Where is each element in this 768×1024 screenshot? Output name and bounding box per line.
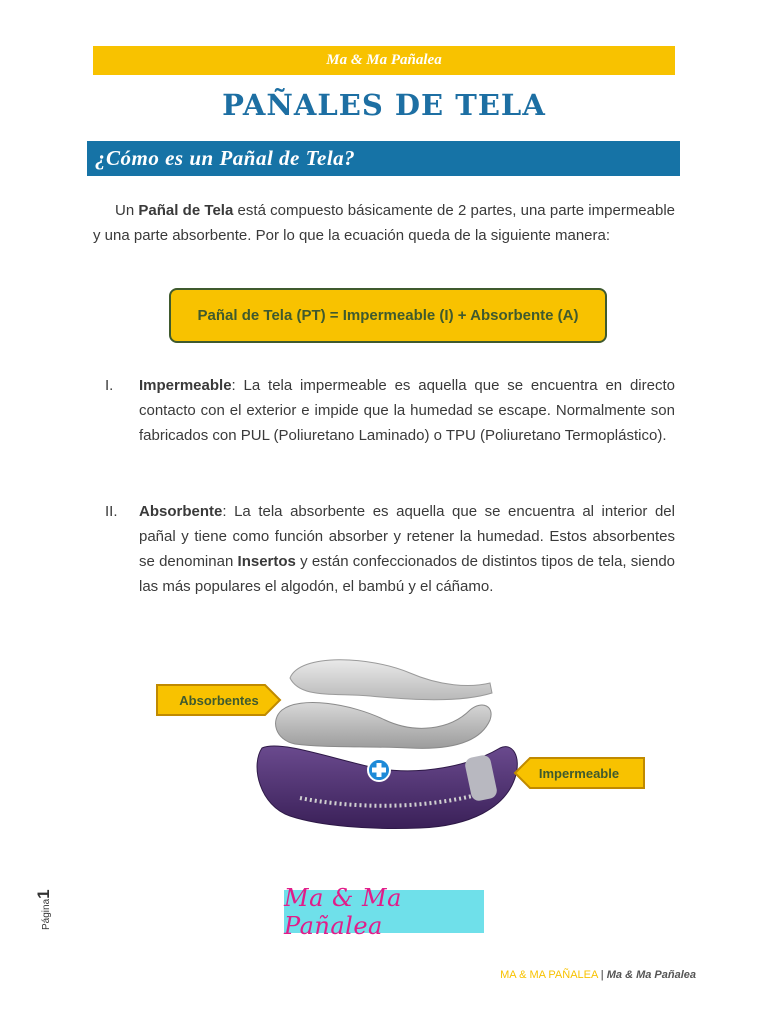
page-number-label	[34, 889, 53, 930]
list-item-bold-inline: Insertos	[237, 553, 296, 570]
footer-separator: |	[597, 969, 607, 981]
list-item-text: : La tela impermeable es aquella que se encuentra en directo contacto con el exterior e impide que la humedad se escape. Normalmente son fabricados con PUL (Poliuretano Laminado) o TPU (Poliuretano Termoplástico).	[139, 377, 675, 444]
section-heading: ¿Cómo es un Pañal de Tela?	[87, 141, 680, 176]
header-bar	[93, 46, 675, 75]
callout-absorbentes-label: Absorbentes	[179, 692, 259, 708]
equation-box	[169, 288, 607, 343]
callout-absorbentes	[155, 683, 283, 717]
list-item-text: : La tela absorbente es aquella que se encuentra al interior del pañal y tiene como función absorber y retener la humedad. Estos absorbentes se denominan	[139, 503, 675, 570]
footer-tagline: Ma & Ma Pañalea	[606, 969, 696, 981]
insert-middle	[276, 703, 492, 749]
intro-lead: Un	[115, 202, 139, 219]
page-number: 1	[34, 889, 53, 899]
list-item-term: Absorbente	[139, 503, 223, 520]
equation-text: Pañal de Tela (PT) = Impermeable (I) + Absorbente (A)	[197, 307, 579, 324]
list-item-absorbente	[93, 499, 675, 599]
intro-rest: está compuesto básicamente de 2 partes, una parte impermeable y una parte absorbente. Por lo que la ecuación queda de la siguiente manera:	[93, 202, 676, 244]
list-item-number: I.	[105, 377, 114, 394]
diaper-shell	[257, 746, 517, 828]
document-title: PAÑALES DE TELA	[222, 88, 546, 122]
list-item-term: Impermeable	[139, 377, 232, 394]
page-footer	[500, 969, 696, 981]
header-bar-text: Ma & Ma Pañalea	[326, 52, 442, 68]
footer-brand: MA & MA PAÑALEA	[500, 969, 598, 981]
callout-impermeable	[512, 756, 646, 790]
list-item-text-end: y están confeccionados de distintos tipos de tela, siendo las más populares el algodón, el bambú y el cáñamo.	[139, 553, 676, 595]
callout-impermeable-label: Impermeable	[538, 765, 620, 781]
list-item-number: II.	[105, 503, 118, 520]
diaper-illustration	[150, 648, 650, 838]
page-label-word: Página	[41, 898, 52, 930]
list-item-body	[139, 499, 675, 599]
list-item-body	[139, 373, 675, 448]
plus-icon	[368, 759, 390, 781]
intro-paragraph	[93, 198, 675, 248]
brand-logo	[284, 883, 484, 940]
intro-bold-term: Pañal de Tela	[138, 202, 234, 219]
brand-logo-text: Ma & Ma Pañalea	[284, 883, 402, 940]
list-item-impermeable	[93, 373, 675, 448]
insert-top	[290, 660, 492, 700]
